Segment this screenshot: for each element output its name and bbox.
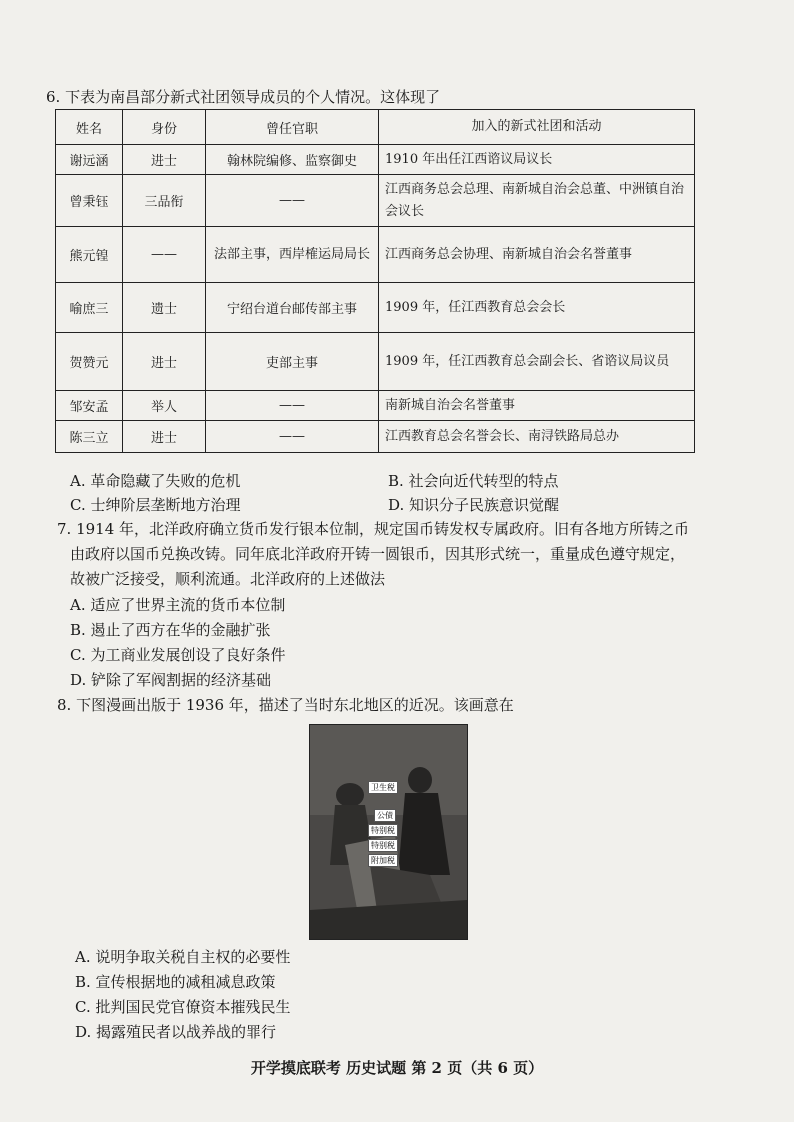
cell-name: 曾秉钰 [56,175,123,227]
cell-activity: 江西商务总会总理、南新城自治会总董、中洲镇自治会议长 [379,175,695,227]
table-header-row [56,110,695,145]
cell-name: 陈三立 [56,421,123,453]
cartoon-label: 特别税 [368,839,398,852]
q6-option-d: D. 知识分子民族意识觉醒 [388,496,560,514]
q7-option-b: B. 遏止了西方在华的金融扩张 [70,621,271,639]
q8-option-c: C. 批判国民党官僚资本摧残民生 [75,998,291,1016]
page-footer: 开学摸底联考 历史试题 第 2 页（共 6 页） [250,1059,544,1077]
cell-office: 法部主事，西岸榷运局局长 [206,227,379,283]
cell-office: —— [206,421,379,453]
cell-name: 贺赞元 [56,333,123,391]
cell-name: 熊元锽 [56,227,123,283]
q6-option-c: C. 士绅阶层垄断地方治理 [70,496,241,514]
cartoon-label: 特别税 [368,824,398,837]
table-row [56,175,695,227]
table-row [56,145,695,175]
q6-table [55,109,695,453]
cell-activity: 江西教育总会名誉会长、南浔铁路局总办 [379,421,695,453]
table-row [56,227,695,283]
cartoon-image [309,724,468,940]
q8-option-a: A. 说明争取关税自主权的必要性 [75,948,291,966]
q8-option-b: B. 宣传根据地的减租减息政策 [75,973,276,991]
cell-activity: 1909 年，任江西教育总会副会长、省谘议局议员 [379,333,695,391]
cell-office: 宁绍台道台邮传部主事 [206,283,379,333]
cell-name: 谢远涵 [56,145,123,175]
table-row [56,283,695,333]
q7-stem-line2: 由政府以国币兑换改铸。同年底北洋政府开铸一圆银币，因其形式统一，重量成色遵守规定， [70,545,686,563]
q6-option-b: B. 社会向近代转型的特点 [388,472,559,490]
q7-option-a: A. 适应了世界主流的货币本位制 [70,596,286,614]
header-activity: 加入的新式社团和活动 [379,110,695,145]
q7-option-d: D. 铲除了军阀割据的经济基础 [70,671,272,689]
cell-activity: 1910 年出任江西谘议局议长 [379,145,695,175]
header-office: 曾任官职 [206,110,379,145]
q7-stem-line3: 故被广泛接受，顺利流通。北洋政府的上述做法 [70,570,386,588]
cartoon-label: 卫生税 [368,781,398,794]
cell-office: —— [206,175,379,227]
q8-option-d: D. 揭露殖民者以战养战的罪行 [75,1023,277,1041]
cell-activity: 南新城自治会名誉董事 [379,391,695,421]
cell-status: —— [123,227,206,283]
q8-stem: 8. 下图漫画出版于 1936 年，描述了当时东北地区的近况。该画意在 [57,696,514,714]
header-status: 身份 [123,110,206,145]
cell-status: 遗士 [123,283,206,333]
header-name: 姓名 [56,110,123,145]
cell-activity: 江西商务总会协理、南新城自治会名誉董事 [379,227,695,283]
q6-option-a: A. 革命隐藏了失败的危机 [70,472,241,490]
q7-stem-line1: 7. 1914 年，北洋政府确立货币发行银本位制，规定国币铸发权专属政府。旧有各地方所铸之币 [57,520,690,538]
cell-office: 翰林院编修、监察御史 [206,145,379,175]
table-row [56,333,695,391]
cartoon-label: 附加税 [368,854,398,867]
table-row [56,421,695,453]
cell-status: 进士 [123,145,206,175]
cell-status: 举人 [123,391,206,421]
cell-activity: 1909 年，任江西教育总会会长 [379,283,695,333]
cell-name: 邹安孟 [56,391,123,421]
table-row [56,391,695,421]
cell-status: 三品衔 [123,175,206,227]
cell-office: —— [206,391,379,421]
cell-status: 进士 [123,333,206,391]
cell-office: 吏部主事 [206,333,379,391]
q7-option-c: C. 为工商业发展创设了良好条件 [70,646,286,664]
cell-status: 进士 [123,421,206,453]
cartoon-label: 公债 [374,809,396,822]
q6-stem: 6. 下表为南昌部分新式社团领导成员的个人情况。这体现了 [46,88,441,106]
cell-name: 喻庶三 [56,283,123,333]
